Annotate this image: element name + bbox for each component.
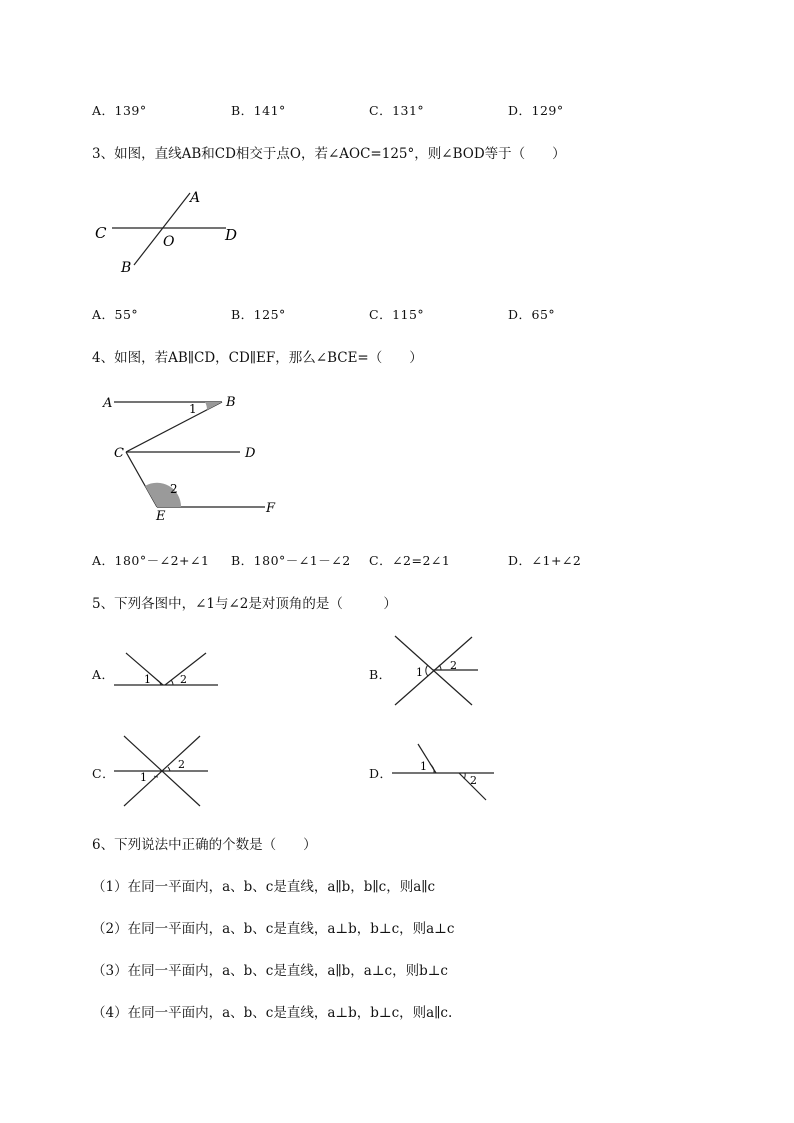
q5-figure-d <box>390 740 500 802</box>
q6-stem: 6、下列说法中正确的个数是（ ） <box>92 837 317 853</box>
q5-option-d-label: D． <box>369 766 393 781</box>
q5-b-label-2: 2 <box>450 659 457 672</box>
q3-label-b: B <box>121 260 132 276</box>
q4-label-1: 1 <box>189 402 197 416</box>
q3-label-o: O <box>163 234 175 250</box>
q3-line-ab <box>134 193 190 265</box>
q4-label-d: D <box>245 446 256 461</box>
q4-angle-1-marker <box>205 402 222 410</box>
q5-option-b-label: B． <box>369 667 392 682</box>
q4-option-c: C．∠2=2∠1 <box>369 553 451 568</box>
q4-option-b: B．180°－∠1－∠2 <box>231 553 351 568</box>
q2-option-b: B．141° <box>231 103 286 118</box>
q5-figure-c <box>114 734 214 809</box>
q2-option-d: D．129° <box>508 103 564 118</box>
q3-figure <box>90 185 250 280</box>
q6-statement-1: （1）在同一平面内，a、b、c是直线，a∥b，b∥c，则a∥c <box>92 879 436 895</box>
q3-option-d: D．65° <box>508 307 556 322</box>
q3-option-a: A．55° <box>92 307 139 322</box>
q3-label-a: A <box>190 190 201 206</box>
q5-option-a-label: A． <box>92 667 115 682</box>
q5-option-c-label: C． <box>92 766 116 781</box>
q5-stem: 5、下列各图中，∠1与∠2是对顶角的是（ ） <box>92 596 397 612</box>
q3-option-b: B．125° <box>231 307 286 322</box>
q5-c-label-2: 2 <box>178 758 185 771</box>
q3-stem: 3、如图，直线AB和CD相交于点O，若∠AOC=125°，则∠BOD等于（ ） <box>92 146 566 162</box>
q4-label-a: A <box>103 396 113 411</box>
q5-a-label-2: 2 <box>180 673 187 686</box>
q6-statement-4: （4）在同一平面内，a、b、c是直线，a⊥b，b⊥c，则a∥c. <box>92 1005 453 1021</box>
q4-stem: 4、如图，若AB∥CD，CD∥EF，那么∠BCE=（ ） <box>92 350 423 366</box>
q4-label-b: B <box>226 395 236 410</box>
q4-label-e: E <box>156 509 166 524</box>
q4-option-a: A．180°－∠2+∠1 <box>92 553 210 568</box>
q2-option-a: A．139° <box>92 103 147 118</box>
q2-option-c: C．131° <box>369 103 425 118</box>
q6-statement-3: （3）在同一平面内，a、b、c是直线，a∥b，a⊥c，则b⊥c <box>92 963 448 979</box>
q5-a-label-1: 1 <box>144 673 151 686</box>
q5-d-label-2: 2 <box>470 774 477 787</box>
q6-statement-2: （2）在同一平面内，a、b、c是直线，a⊥b，b⊥c，则a⊥c <box>92 921 455 937</box>
q4-option-d: D．∠1+∠2 <box>508 553 582 568</box>
q4-label-c: C <box>114 446 124 461</box>
q3-label-d: D <box>225 226 238 244</box>
q5-figure-b <box>390 633 485 708</box>
q5-figure-a <box>114 648 224 693</box>
q5-b-label-1: 1 <box>416 666 423 679</box>
q4-label-2: 2 <box>170 482 178 496</box>
q4-label-f: F <box>266 501 276 516</box>
q3-label-c: C <box>95 224 107 242</box>
q5-d-label-1: 1 <box>420 760 427 773</box>
q5-c-label-1: 1 <box>140 771 147 784</box>
q3-option-c: C．115° <box>369 307 425 322</box>
q4-figure <box>100 388 285 523</box>
